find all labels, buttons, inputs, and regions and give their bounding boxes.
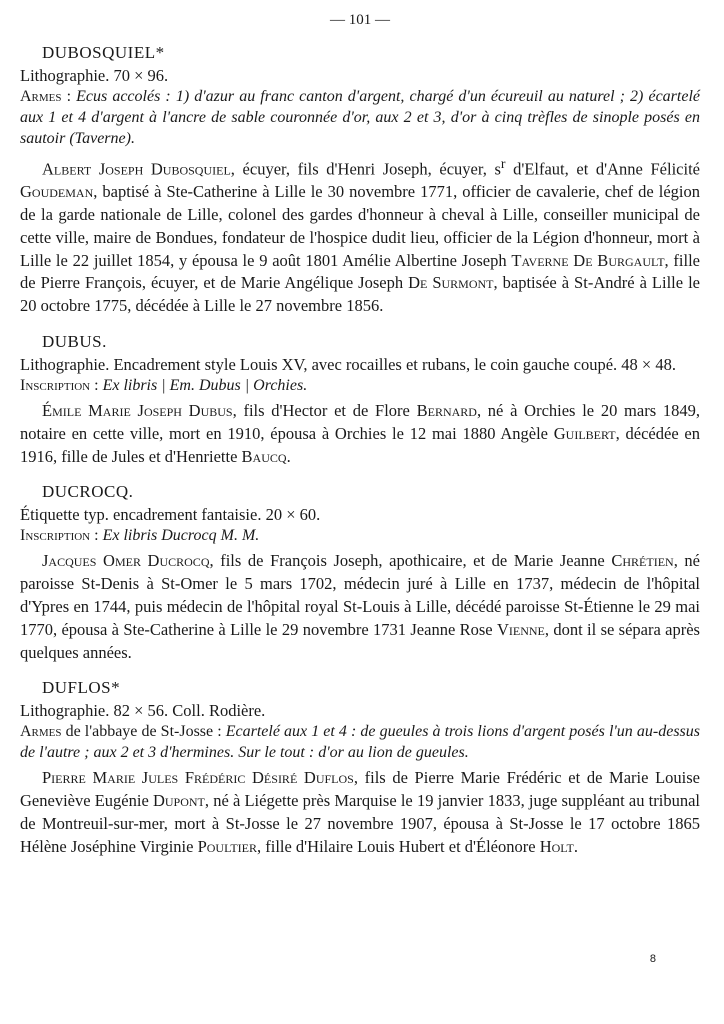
bio-text: , né paroisse St-Denis à St-Omer le 5 mars 1702, médecin juré à Lille en 1737, médecin de l'hôpital d'Ypres en 1744, puis médecin de l'hôpital royal St-Louis à Lille, décédé paroisse St-Étienne le 29 mai 1770, épousa à Ste-Catherine à Lille le 29 novembre 1731 Jeanne Rose (20, 551, 700, 639)
bio-text: , baptisée à St-André à Lille le 20 octobre 1775, décédée à Lille le 27 novembre 1856. (20, 273, 700, 316)
bio-text: . (286, 446, 291, 466)
bio-text: , fils d'Hector et de Flore (232, 401, 417, 421)
bio-text: d'Elfaut, et d'Anne Félicité (505, 159, 700, 179)
person-name: Guilbert (553, 423, 616, 443)
arms-source: de l'abbaye de St-Josse : (61, 723, 226, 741)
entry-description: Lithographie. 82 × 56. Coll. Rodière. (20, 701, 266, 721)
entry-duflos (20, 678, 700, 858)
document-page (20, 12, 700, 873)
bio-text: , écuyer, fils d'Henri Joseph, écuyer, s (230, 159, 501, 179)
bio-text: , fils de Pierre Marie Frédéric et de Marie Louise Geneviève Eugénie (20, 768, 700, 811)
entry-arms (20, 86, 700, 149)
bio-text: , fils de François Joseph, apothicaire, et de Marie Jeanne (209, 551, 612, 571)
person-name: Jacques Omer Ducrocq (42, 551, 210, 571)
person-name: Albert Joseph Dubosquiel (42, 159, 231, 179)
entry-description: Étiquette typ. encadrement fantaisie. 20 × 60. (20, 505, 321, 525)
entry-ducrocq (20, 482, 700, 664)
inscription-text: Ex libris Ducrocq M. M. (102, 527, 260, 545)
inscription-label: Inscription : (20, 377, 99, 395)
person-name: Baucq (241, 446, 287, 466)
person-name: Taverne De Burgault (511, 250, 665, 270)
bio-text: , né à Liégette près Marquise le 19 janvier 1833, juge suppléant au tribunal de Montreuil-sur-mer, mort à St-Josse le 27 novembre 1907, épousa à St-Josse le 17 octobre 1865 Hélène Joséphine Virginie (20, 791, 700, 856)
bio-text: , baptisé à Ste-Catherine à Lille le 30 novembre 1771, officier de cavalerie, chef de légion de la garde nationale de Lille, colonel des gardes d'honneur à cheval à Lille, conseiller municipal de cette ville, maire de Bondues, fondateur de l'hospice dudit lieu, officier de la Légion d'honneur, mort à Lille le 22 juillet 1854, y épousa le 9 août 1801 Amélie Albertine Joseph (20, 182, 700, 270)
page-number: — 101 — (330, 12, 390, 28)
superscript: r (500, 156, 506, 171)
arms-text: Ecartelé aux 1 et 4 : de gueules à trois lions d'argent posés l'un au-dessus de l'autre ; aux 2 et 3 d'hermines. Sur le tout : d'or au lion de gueules. (20, 723, 700, 762)
person-name: Pierre Marie Jules Frédéric Désiré Duflos (42, 768, 354, 788)
folio-number: 8 (649, 953, 656, 965)
person-name: Chrétien (611, 551, 674, 571)
entry-biography (20, 550, 700, 664)
entry-name: DUBUS. (42, 332, 107, 352)
arms-text: Ecus accolés : 1) d'azur au franc canton d'argent, chargé d'un écureuil au naturel ; 2) écartelé aux 1 et 4 d'argent à l'ancre de sable couronnée d'or, aux 2 et 3, d'or à cinq trèfles de sinople posés en sautoir (Taverne). (20, 88, 700, 147)
person-name: Vienne (496, 619, 545, 639)
bio-text: . (573, 836, 578, 856)
entry-biography (20, 767, 700, 858)
person-name: Bernard (416, 401, 477, 421)
bio-text: , décédée en 1916, fille de Jules et d'Henriette (20, 423, 700, 466)
entry-arms (20, 721, 700, 763)
entry-inscription (20, 375, 700, 396)
entry-name: DUCROCQ. (42, 482, 134, 502)
entry-dubus (20, 332, 700, 468)
arms-label: Armes (20, 723, 62, 741)
person-name: Émile Marie Joseph Dubus (42, 401, 233, 421)
person-name: Holt (539, 836, 574, 856)
bio-text: , dont il se sépara après quelques années. (20, 619, 700, 662)
arms-label: Armes : (20, 88, 72, 105)
entry-description: Lithographie. 70 × 96. (20, 66, 169, 85)
bio-text: , né à Orchies le 20 mars 1849, notaire en cette ville, mort en 1910, épousa à Orchies le 12 mai 1880 Angèle (20, 401, 700, 443)
inscription-text: Ex libris | Em. Dubus | Orchies. (102, 377, 308, 395)
person-name: Poultier (197, 836, 257, 856)
entry-biography (20, 400, 700, 468)
entry-name: DUBOSQUIEL* (42, 43, 165, 62)
entry-biography (20, 153, 700, 318)
entry-name: DUFLOS* (42, 678, 121, 698)
entry-inscription (20, 525, 700, 546)
bio-text: , fille d'Hilaire Louis Hubert et d'Éléonore (256, 836, 540, 856)
entry-dubosquiel (20, 43, 700, 318)
bio-text: , fille de Pierre François, écuyer, et de Marie Angélique Joseph (20, 250, 700, 293)
inscription-label: Inscription : (20, 527, 99, 545)
person-name: De Surmont (408, 273, 494, 293)
person-name: Goudeman (20, 182, 94, 202)
person-name: Dupont (152, 791, 205, 811)
entry-description: Lithographie. Encadrement style Louis XV, avec rocailles et rubans, le coin gauche coupé. 48 × 48. (20, 355, 676, 375)
